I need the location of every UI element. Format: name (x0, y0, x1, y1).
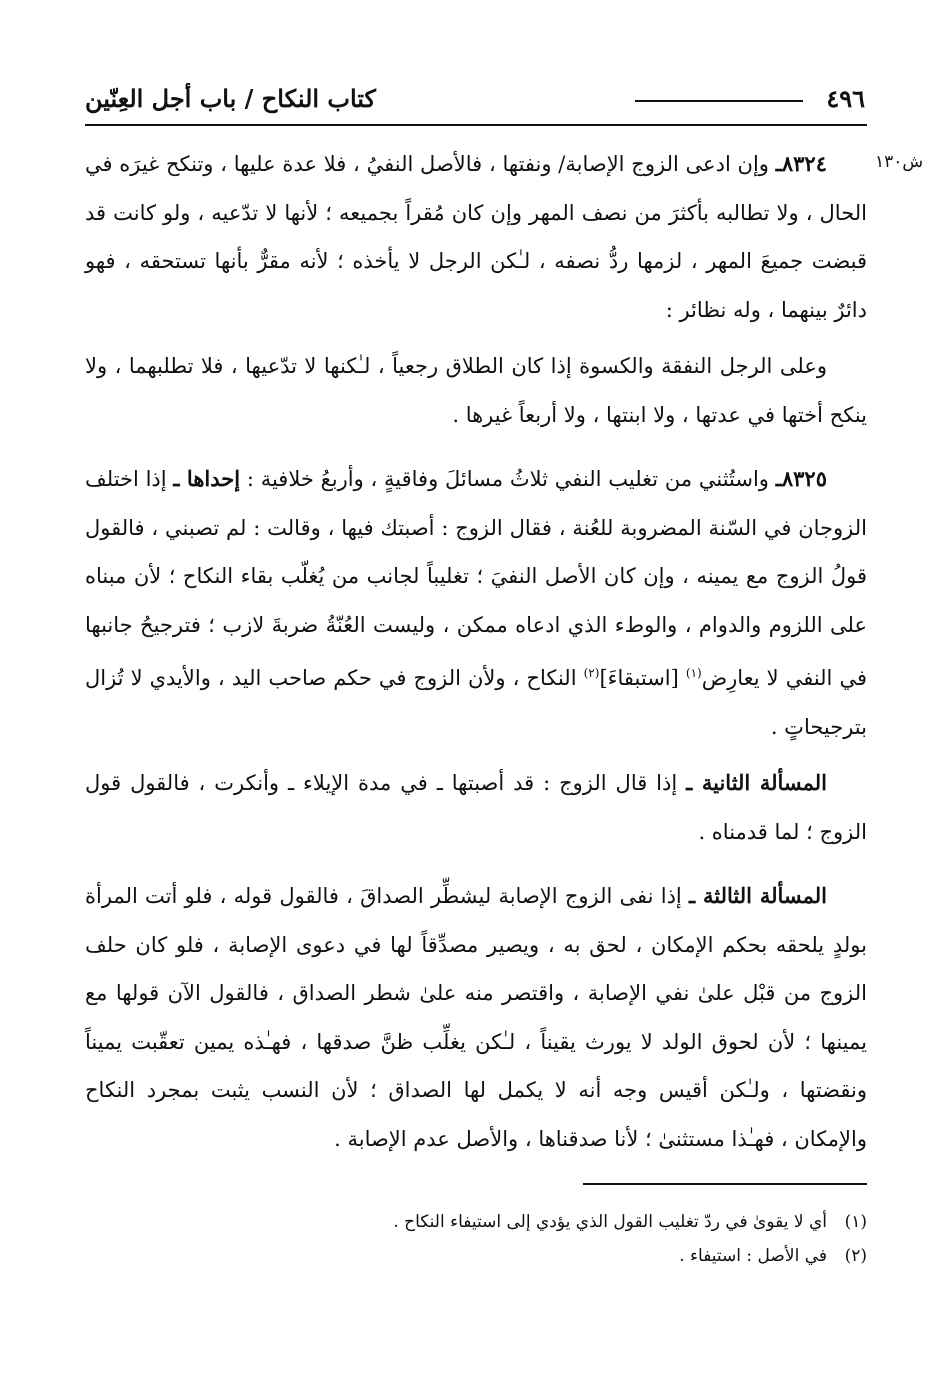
footnotes (85, 1205, 867, 1273)
chapter-title: كتاب النكاح / باب أجل العِنّين (85, 84, 376, 113)
paragraph-second-issue (85, 759, 867, 856)
footnote-text: أي لا يقوىٰ في ردّ تغليب القول الذي يؤدي إلى استيفاء النكاح . (393, 1212, 827, 1232)
footnote-ref-2[interactable]: (٢) (583, 666, 600, 680)
paragraph-8324 (85, 140, 867, 334)
paragraph-nafaqa (85, 342, 867, 439)
paragraph-number: ٨٣٢٤ـ (775, 151, 827, 176)
header-divider (85, 124, 867, 126)
paragraph-number: ٨٣٢٥ـ (775, 466, 827, 491)
footnote-separator (583, 1183, 867, 1185)
footnote-mark: (٢) (844, 1246, 867, 1266)
paragraph-text: وإن ادعى الزوج الإصابة/ ونفتها ، فالأصل النفيُ ، فلا عدة عليها ، وتنكح غيرَه في الحال ، ولا تطالبه بأكثرَ من نصف المهر وإن كان مُقراً بجميعه ؛ لأنها لا تدّعيه ، ولو كانت قد قبضت جميعَ المهر ، لزمها ردُّ نصفه ، لـٰكن الرجل لا يأخذه ؛ لأنه مقرٌّ بأنها تستحقه ، فهو دائرٌ بينهما ، وله نظائر : (85, 152, 867, 322)
footnote-1 (85, 1205, 867, 1239)
paragraph-text: وعلى الرجل النفقة والكسوة إذا كان الطلاق رجعياً ، لـٰكنها لا تدّعيها ، فلا تطلبهما ، ولا ينكح أختها في عدتها ، ولا ابنتها ، ولا أربعاً غيرها . (85, 354, 867, 427)
paragraph-text-cont: إذا اختلف الزوجان في السّنة المضروبة للعُنة ، فقال الزوج : أصبتك فيها ، وقالت : لم تصبني ، فالقول قولُ الزوج مع يمينه ، وإن كان الأصل النفيَ ؛ تغليباً لجانب من يُغلّب بقاء النكاح ؛ لأن مبناه على اللزوم والدوام ، والوطء الذي ادعاه ممكن ، وليست العُنّةُ ضربةَ لازب ؛ فترجيحُ جانبها في النفي لا يعارِض (85, 467, 867, 690)
first-issue-label: إحداها ـ (173, 466, 241, 491)
footnote-2 (85, 1239, 867, 1273)
footnote-text: في الأصل : استيفاء . (679, 1246, 827, 1266)
footnote-ref-1[interactable]: (١) (685, 666, 702, 680)
third-issue-label: المسألة الثالثة ـ (689, 883, 827, 908)
paragraph-text: إذا قال الزوج : قد أصبتها ـ في مدة الإيلاء ـ وأنكرت ، فالقول قول الزوج ؛ لما قدمناه . (85, 771, 867, 844)
header-dash-rule (635, 100, 803, 102)
bracketed-correction: [استبقاءَ] (599, 666, 679, 690)
paragraph-third-issue (85, 872, 867, 1163)
main-text (85, 140, 867, 1171)
paragraph-text: إذا نفى الزوج الإصابة ليشطِّر الصداقَ ، فالقول قوله ، فلو أتت المرأة بولدٍ يلحقه بحكم الإمكان ، لحق به ، ويصير مصدِّقاً لها في دعوى الإصابة ، فلو كان حلف الزوج من قبْل علىٰ نفي الإصابة ، واقتصر منه علىٰ شطر الصداق ، فالقول الآن قولها مع يمينها ؛ لأن لحوق الولد لا يورث يقيناً ، لـٰكن يغلِّب ظنَّ صدقها ، فهـٰذه يمين تعقّبت يميناً ونقضتها ، ولـٰكن أقيس وجه أنه لا يكمل لها الصداق ؛ لأن النسب يثبت بمجرد النكاح والإمكان ، فهـٰذا مستثنىٰ ؛ لأنا صدقناها ، والأصل عدم الإصابة . (85, 884, 867, 1151)
margin-folio-note: ش١٣٠ (875, 152, 924, 172)
page-number: ٤٩٦ (826, 84, 865, 113)
second-issue-label: المسألة الثانية ـ (686, 770, 827, 795)
footnote-mark: (١) (844, 1212, 867, 1232)
running-header (85, 82, 865, 122)
paragraph-text-end: النكاح ، ولأن الزوج في حكم صاحب اليد ، والأيدي لا تُزال بترجيحاتٍ . (85, 666, 867, 739)
paragraph-8325 (85, 455, 867, 751)
paragraph-text: واستُثني من تغليب النفي ثلاثُ مسائلَ وفاقيةٍ ، وأربعُ خلافية : (246, 467, 769, 491)
